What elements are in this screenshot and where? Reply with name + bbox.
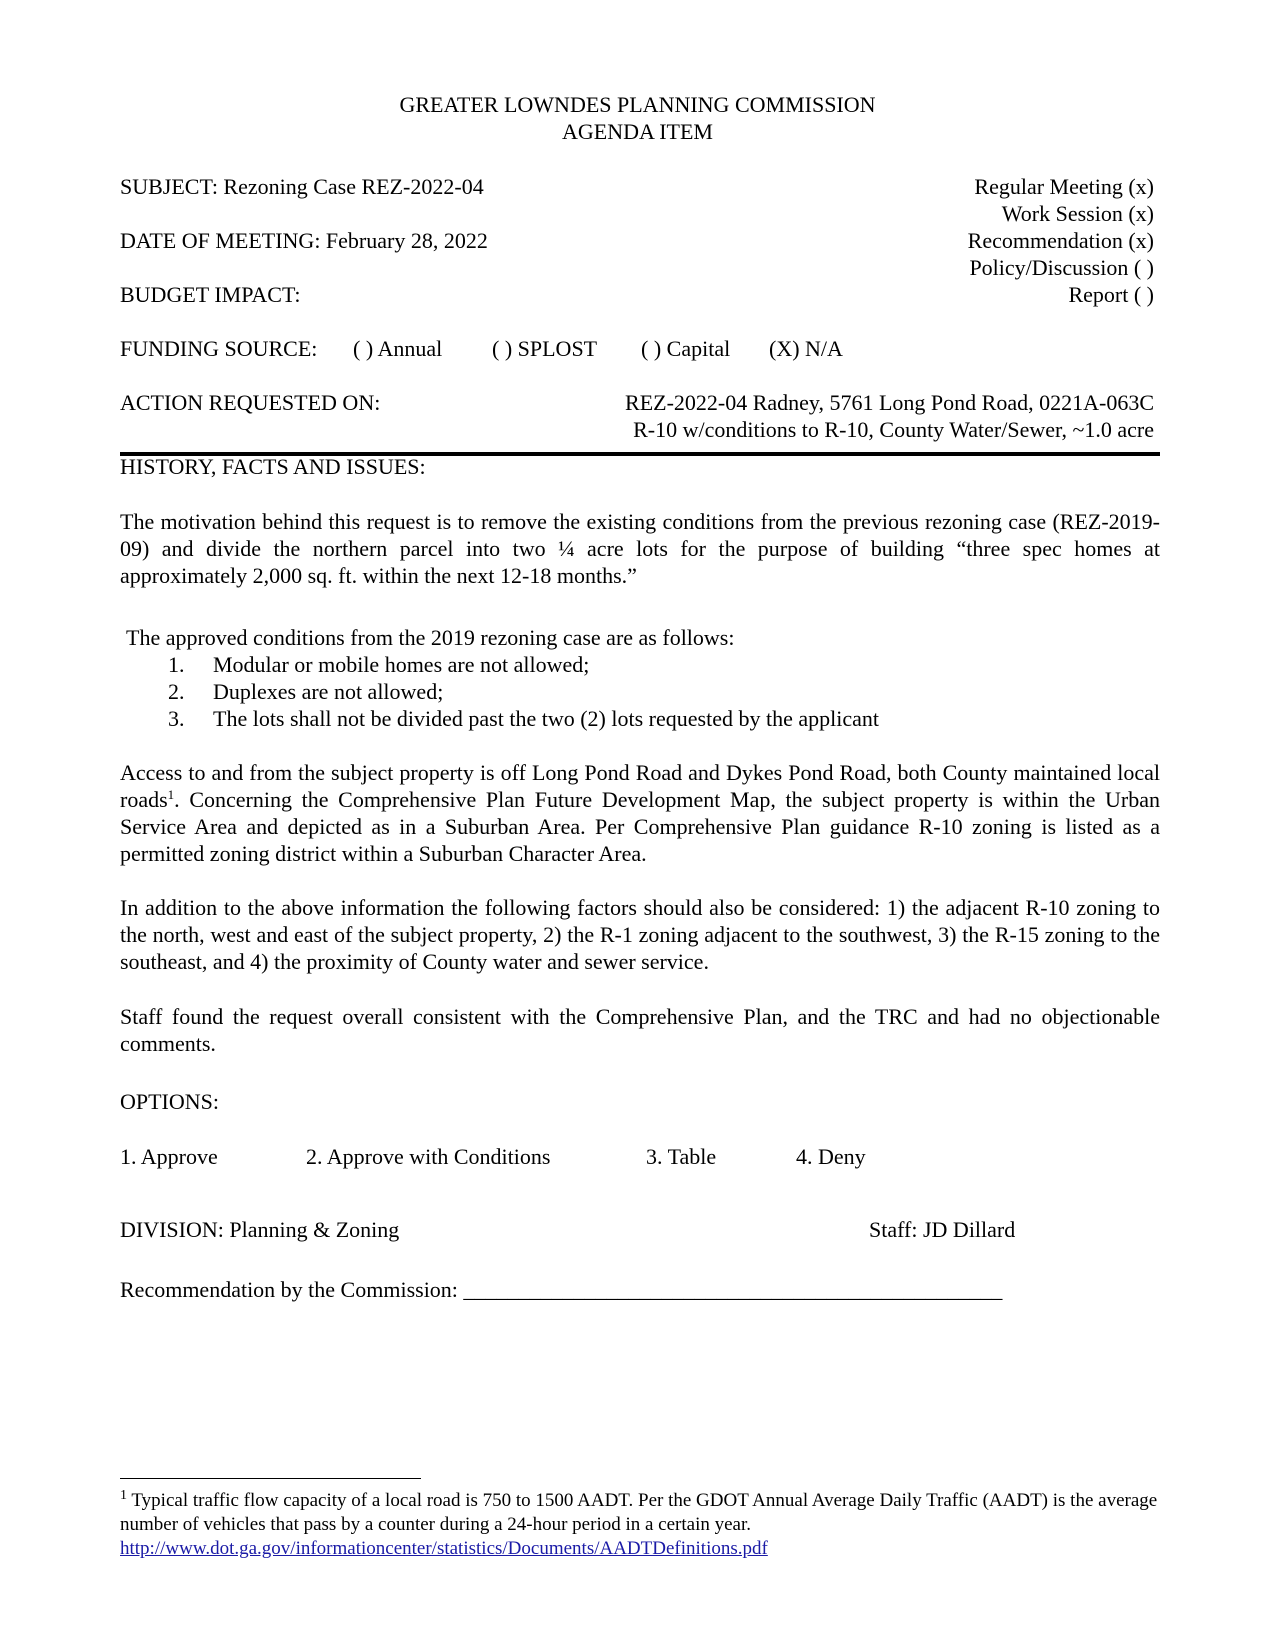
funding-capital: ( ) Capital	[641, 336, 731, 361]
document-header	[0, 91, 1275, 145]
factors-paragraph: In addition to the above information the following factors should also be considered: 1) the adjacent R-10 zoning to the north, west and east of the subject property, 2) the R-1 zoning adjacent to the southwest, 3) the R-15 zoning to the southeast, and 4) the proximity of County water and sewer service.	[120, 895, 1160, 974]
footnote-marker: 1	[120, 1488, 127, 1503]
meeting-type-work-session: Work Session (x)	[1001, 201, 1154, 226]
options-heading: OPTIONS:	[120, 1089, 220, 1114]
list-item: 2. Duplexes are not allowed;	[168, 679, 444, 704]
action-requested-zoning: R-10 w/conditions to R-10, County Water/Sewer, ~1.0 acre	[633, 417, 1154, 442]
option-table: 3. Table	[646, 1144, 717, 1169]
option-approve: 1. Approve	[120, 1144, 218, 1169]
footnote-text: Typical traffic flow capacity of a local road is 750 to 1500 AADT. Per the GDOT Annual Average Daily Traffic (AADT) is the average number of vehicles that pass by a counter during a 24-hour period in a certain year.	[120, 1490, 1158, 1535]
meeting-type-report: Report ( )	[1068, 282, 1154, 307]
aadt-definitions-link[interactable]: http://www.dot.ga.gov/informationcenter/statistics/Documents/AADTDefinitions.pdf	[120, 1538, 768, 1559]
staff-line: Staff: JD Dillard	[869, 1217, 1016, 1242]
division-line: DIVISION: Planning & Zoning	[120, 1217, 400, 1242]
funding-source-label: FUNDING SOURCE:	[120, 336, 318, 361]
meeting-type-regular: Regular Meeting (x)	[974, 174, 1154, 199]
history-heading: HISTORY, FACTS AND ISSUES:	[120, 454, 426, 479]
conditions-intro: The approved conditions from the 2019 rezoning case are as follows:	[126, 625, 735, 650]
footnote-divider	[120, 1478, 421, 1479]
option-approve-with-conditions: 2. Approve with Conditions	[306, 1144, 551, 1169]
list-item: 3. The lots shall not be divided past the two (2) lots requested by the applicant	[168, 706, 879, 731]
subject-line: SUBJECT: Rezoning Case REZ-2022-04	[120, 174, 484, 199]
conditions-list	[168, 651, 879, 732]
agenda-item-title: AGENDA ITEM	[562, 119, 713, 144]
date-of-meeting: DATE OF MEETING: February 28, 2022	[120, 228, 488, 253]
access-paragraph: Access to and from the subject property is off Long Pond Road and Dykes Pond Road, both County maintained local roads$^1$. Concerning the Comprehensive Plan Future Development Map, the subject property is within the Urban Service Area and depicted as in a Suburban Area. Per Comprehensive Plan guidance R-10 zoning is listed as a permitted zoning district within a Suburban Character Area.	[120, 760, 1160, 866]
footnote-reference: 1	[167, 787, 175, 802]
recommendation-line: Recommendation by the Commission: _________________________________________________	[120, 1277, 1003, 1302]
staff-finding-paragraph: Staff found the request overall consistent with the Comprehensive Plan, and the TRC and had no objectionable comments.	[120, 1004, 1160, 1056]
footnote	[120, 1489, 1160, 1561]
action-requested-case: REZ-2022-04 Radney, 5761 Long Pond Road, 0221A-063C	[625, 390, 1154, 415]
motivation-paragraph: The motivation behind this request is to remove the existing conditions from the previous rezoning case (REZ-2019-09) and divide the northern parcel into two ¼ acre lots for the purpose of building “three spec homes at approximately 2,000 sq. ft. within the next 12-18 months.”	[120, 509, 1160, 588]
list-item: 1. Modular or mobile homes are not allowed;	[168, 652, 590, 677]
action-requested-label: ACTION REQUESTED ON:	[120, 390, 381, 415]
funding-splost: ( ) SPLOST	[492, 336, 598, 361]
funding-annual: ( ) Annual	[353, 336, 443, 361]
commission-title: GREATER LOWNDES PLANNING COMMISSION	[399, 92, 876, 117]
budget-impact: BUDGET IMPACT:	[120, 282, 301, 307]
funding-na: (X) N/A	[769, 336, 843, 361]
meeting-type-policy: Policy/Discussion ( )	[969, 255, 1154, 280]
meeting-type-recommendation: Recommendation (x)	[967, 228, 1154, 253]
option-deny: 4. Deny	[796, 1144, 866, 1169]
